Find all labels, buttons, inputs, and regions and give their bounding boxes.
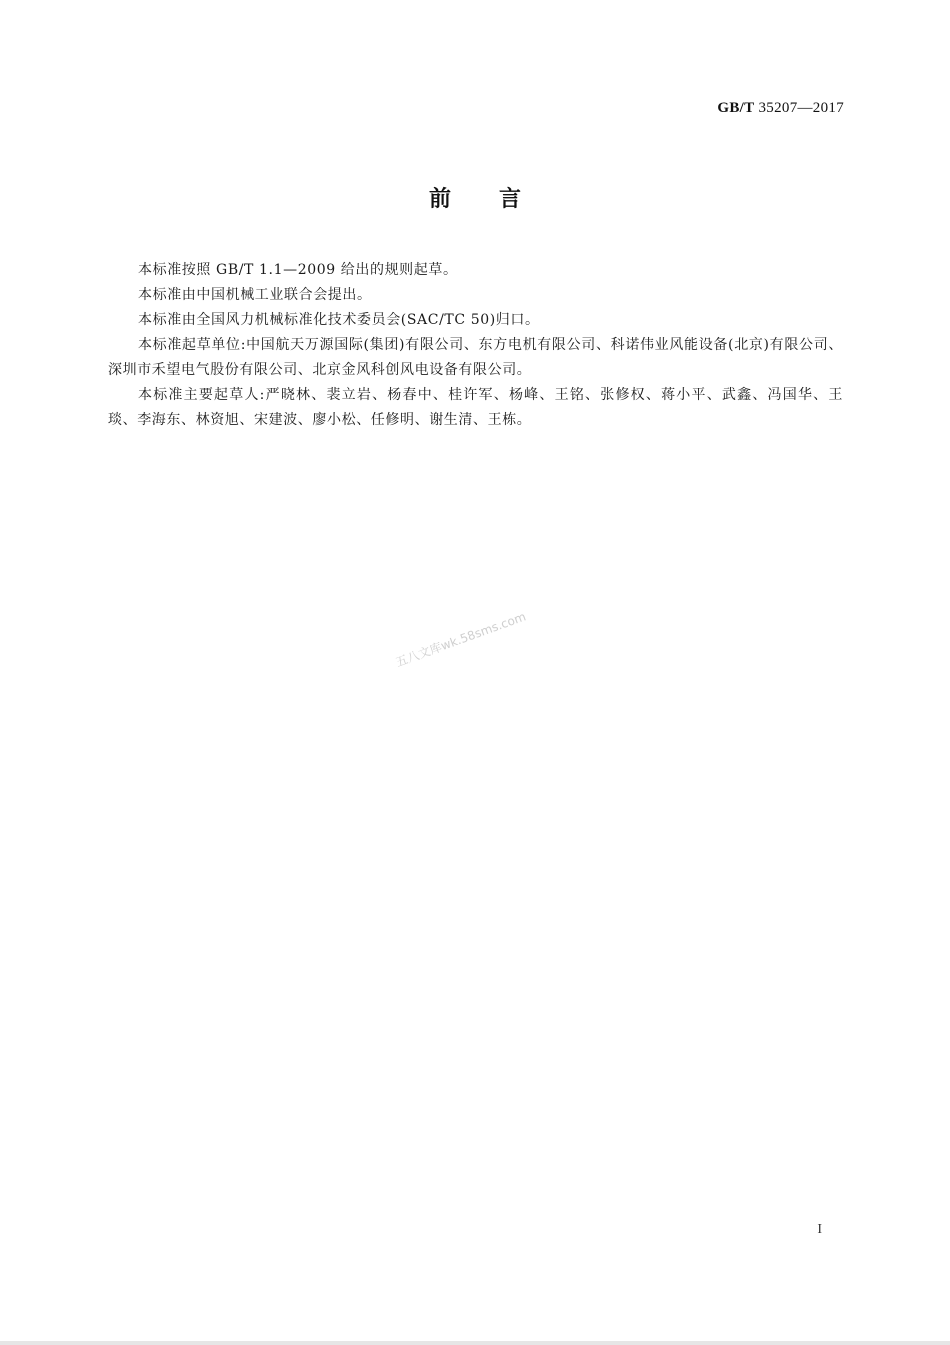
foreword-body bbox=[108, 258, 843, 433]
page-number: I bbox=[817, 1222, 822, 1237]
standard-number bbox=[717, 100, 844, 117]
page-bottom-edge bbox=[0, 1341, 950, 1345]
paragraph-proposer: 本标准由中国机械工业联合会提出。 bbox=[138, 287, 372, 303]
standard-code: 35207—2017 bbox=[758, 100, 844, 116]
paragraph-committee: 本标准由全国风力机械标准化技术委员会(SAC/TC 50)归口。 bbox=[138, 312, 540, 328]
paragraph-drafters: 本标准主要起草人:严晓林、裴立岩、杨春中、桂许军、杨峰、王铭、张修权、蒋小平、武鑫、冯国华、王琰、李海东、林资旭、宋建波、廖小松、任修明、谢生清、王栋。 bbox=[108, 387, 843, 428]
standard-prefix: GB/T bbox=[717, 100, 755, 116]
watermark: 五八文库wk.58sms.com bbox=[393, 609, 528, 670]
paragraph-drafting-rules: 本标准按照 GB/T 1.1—2009 给出的规则起草。 bbox=[138, 262, 458, 278]
paragraph-drafting-units: 本标准起草单位:中国航天万源国际(集团)有限公司、东方电机有限公司、科诺伟业风能设备(北京)有限公司、深圳市禾望电气股份有限公司、北京金风科创风电设备有限公司。 bbox=[108, 337, 843, 378]
page-title: 前言 bbox=[428, 187, 569, 212]
